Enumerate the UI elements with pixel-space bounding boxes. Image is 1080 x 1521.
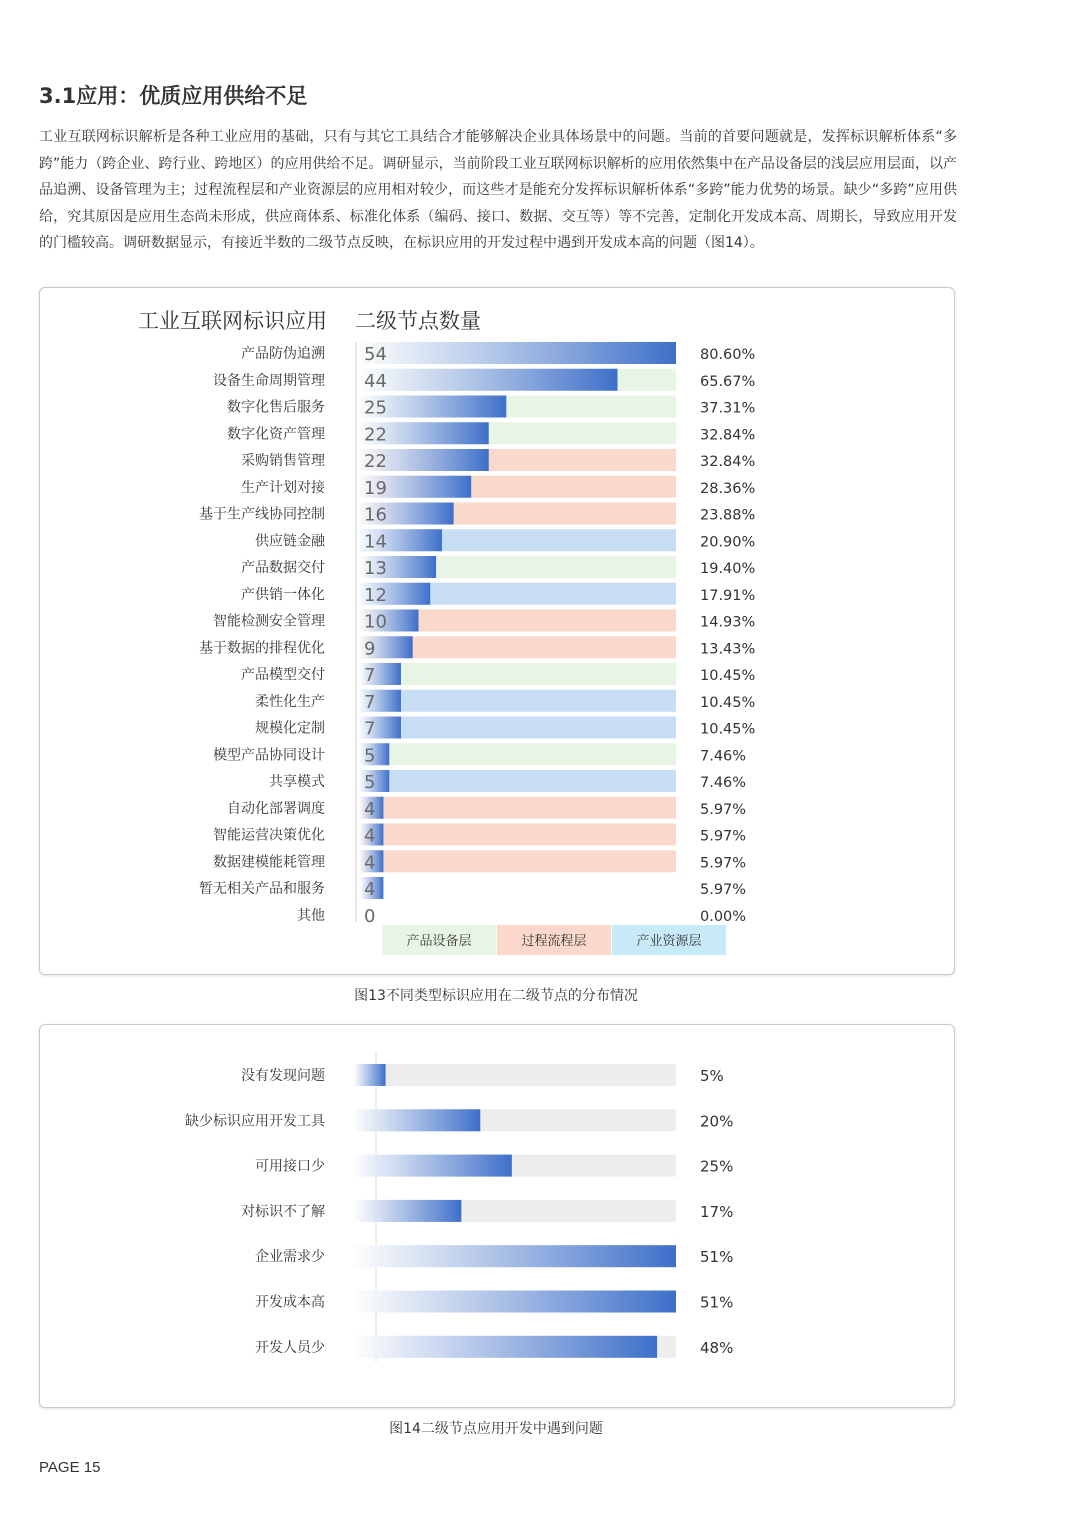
chart2-bar [354, 1245, 676, 1267]
chart1-value-label: 7 [364, 691, 376, 713]
chart1-value-label: 5 [364, 745, 376, 767]
chart1-title-left: 工业互联网标识应用 [138, 309, 327, 333]
chart1-percent-label: 65.67% [700, 373, 756, 390]
figure-caption-13: 图13不同类型标识应用在二级节点的分布情况 [354, 988, 638, 1004]
chart1-category-label: 设备生命周期管理 [213, 372, 325, 389]
chart2-category-label: 企业需求少 [255, 1249, 325, 1266]
chart1-percent-label: 13.43% [700, 641, 756, 658]
chart1-percent-label: 0.00% [700, 908, 747, 925]
chart1-legend-label-product: 产品设备层 [406, 934, 472, 949]
chart1-value-label: 14 [364, 531, 387, 553]
chart1-value-label: 5 [364, 772, 376, 793]
chart1-percent-label: 10.45% [700, 668, 756, 684]
chart1-value-label: 10 [364, 611, 387, 633]
chart1-percent-label: 14.93% [700, 614, 756, 631]
chart1-category-label: 基于生产线协同控制 [199, 506, 325, 523]
chart1-category-label: 产品数据交付 [241, 560, 325, 576]
chart2-percent-label: 51% [700, 1248, 734, 1267]
chart1-value-label: 13 [364, 558, 387, 579]
chart2-percent-label: 17% [700, 1202, 734, 1221]
chart1-category-label: 智能检测安全管理 [213, 613, 325, 630]
chart2-percent-label: 5% [700, 1067, 724, 1085]
chart1-category-label: 数字化资产管理 [227, 426, 325, 443]
chart1-percent-label: 19.40% [700, 561, 756, 577]
chart1-percent-label: 7.46% [700, 775, 747, 791]
chart2-percent-label: 25% [700, 1157, 734, 1176]
chart1-percent-label: 7.46% [700, 748, 747, 765]
chart1-percent-label: 5.97% [700, 882, 747, 898]
chart1-category-label: 基于数据的排程优化 [199, 640, 325, 657]
chart1-legend-label-process: 过程流程层 [521, 934, 587, 949]
chart1-value-label: 7 [364, 665, 376, 686]
chart1-category-label: 自动化部署调度 [227, 800, 325, 817]
chart1-category-label: 共享模式 [269, 774, 325, 790]
chart1-percent-label: 10.45% [700, 694, 756, 711]
chart1-value-label: 44 [364, 370, 387, 392]
page-number: PAGE 15 [39, 1459, 101, 1476]
chart1-percent-label: 20.90% [700, 534, 756, 551]
section-title: 3.1应用：优质应用供给不足 [39, 84, 308, 108]
chart1-value-label: 12 [364, 584, 387, 606]
chart2-percent-label: 51% [700, 1293, 734, 1312]
chart2-bar-track [354, 1064, 676, 1086]
figure-caption-14: 图14二级节点应用开发中遇到问题 [389, 1421, 603, 1437]
chart1-percent-label: 10.45% [700, 721, 756, 738]
chart1-category-label: 产供销一体化 [241, 586, 325, 603]
chart2-bar [354, 1064, 386, 1086]
chart1-value-label: 25 [364, 397, 387, 419]
chart1-category-label: 智能运营决策优化 [213, 827, 325, 844]
chart2-percent-label: 48% [700, 1338, 734, 1357]
intro-paragraph: 工业互联网标识解析是各种工业应用的基础，只有与其它工具结合才能够解决企业具体场景中的问题。当前的首要问题就是，发挥标识解析体系“多跨”能力（跨企业、跨行业、跨地区）的应用供给不足。调研显示，当前阶段工业互联网标识解析的应用依然集中在产品设备层的浅层应用层面，以产品追溯、设备管理为主；过程流程层和产业资源层的应用相对较少，而这些才是能充分发挥标识解析体系“多跨”能力优势的场景。缺少“多跨”应用供给，究其原因是应用生态尚未形成，供应商体系、标准化体系（编码、接口、数据、交互等）等不完善，定制化开发成本高、周期长，导致应用开发的门槛较高。调研数据显示，有接近半数的二级节点反映，在标识应用的开发过程中遇到开发成本高的问题（图14）。 [39, 129, 957, 251]
chart2-category-label: 可用接口少 [255, 1158, 325, 1175]
chart1-value-label: 0 [364, 905, 376, 927]
chart1-value-label: 16 [364, 504, 387, 526]
chart1-value-label: 22 [364, 451, 387, 472]
chart1-category-label: 生产计划对接 [241, 479, 325, 496]
chart2-bar [354, 1155, 512, 1177]
chart1-percent-label: 17.91% [700, 587, 756, 604]
chart1-value-label: 7 [364, 718, 376, 740]
chart2-category-label: 开发人员少 [255, 1339, 325, 1356]
chart1-percent-label: 32.84% [700, 454, 756, 470]
chart1-value-label: 9 [364, 638, 376, 660]
chart1-category-label: 产品防伪追溯 [241, 346, 325, 362]
chart1-category-label: 产品模型交付 [241, 667, 325, 683]
chart2-bar [354, 1291, 676, 1313]
chart1-legend-label-resource: 产业资源层 [636, 934, 702, 949]
chart1-value-label: 4 [364, 825, 376, 847]
chart1-percent-label: 5.97% [700, 855, 747, 872]
chart2-category-label: 开发成本高 [255, 1294, 325, 1311]
chart1-category-label: 供应链金融 [255, 533, 325, 550]
chart2-bar [354, 1200, 461, 1222]
chart2-percent-label: 20% [700, 1112, 734, 1131]
chart2-bar [354, 1109, 480, 1131]
chart1-value-label: 4 [364, 798, 376, 820]
chart1-title-right: 二级节点数量 [355, 309, 481, 333]
chart1-percent-label: 5.97% [700, 828, 747, 845]
chart1-category-label: 暂无相关产品和服务 [199, 881, 325, 897]
chart1-category-label: 模型产品协同设计 [213, 747, 325, 764]
chart1-percent-label: 5.97% [700, 801, 747, 818]
chart1-percent-label: 37.31% [700, 400, 756, 417]
chart2-category-label: 没有发现问题 [241, 1068, 325, 1084]
chart1-category-label: 采购销售管理 [241, 453, 325, 469]
chart1-percent-label: 32.84% [700, 427, 756, 444]
chart1-value-label: 22 [364, 424, 387, 446]
chart1-value-label: 19 [364, 477, 387, 499]
chart2-category-label: 对标识不了解 [241, 1203, 325, 1220]
chart1-percent-label: 23.88% [700, 507, 756, 524]
chart1-percent-label: 28.36% [700, 480, 756, 497]
chart2-category-label: 缺少标识应用开发工具 [185, 1113, 325, 1130]
chart1-value-label: 4 [364, 879, 376, 900]
chart2-bar [354, 1336, 657, 1358]
chart1-category-label: 柔性化生产 [255, 693, 325, 710]
chart1-value-label: 4 [364, 852, 376, 874]
chart1-category-label: 其他 [297, 907, 325, 924]
chart1-percent-label: 80.60% [700, 347, 756, 363]
chart1-category-label: 数据建模能耗管理 [213, 854, 325, 871]
chart1-value-label: 54 [364, 344, 387, 365]
chart1-category-label: 数字化售后服务 [227, 399, 325, 416]
chart1-category-label: 规模化定制 [255, 720, 325, 737]
